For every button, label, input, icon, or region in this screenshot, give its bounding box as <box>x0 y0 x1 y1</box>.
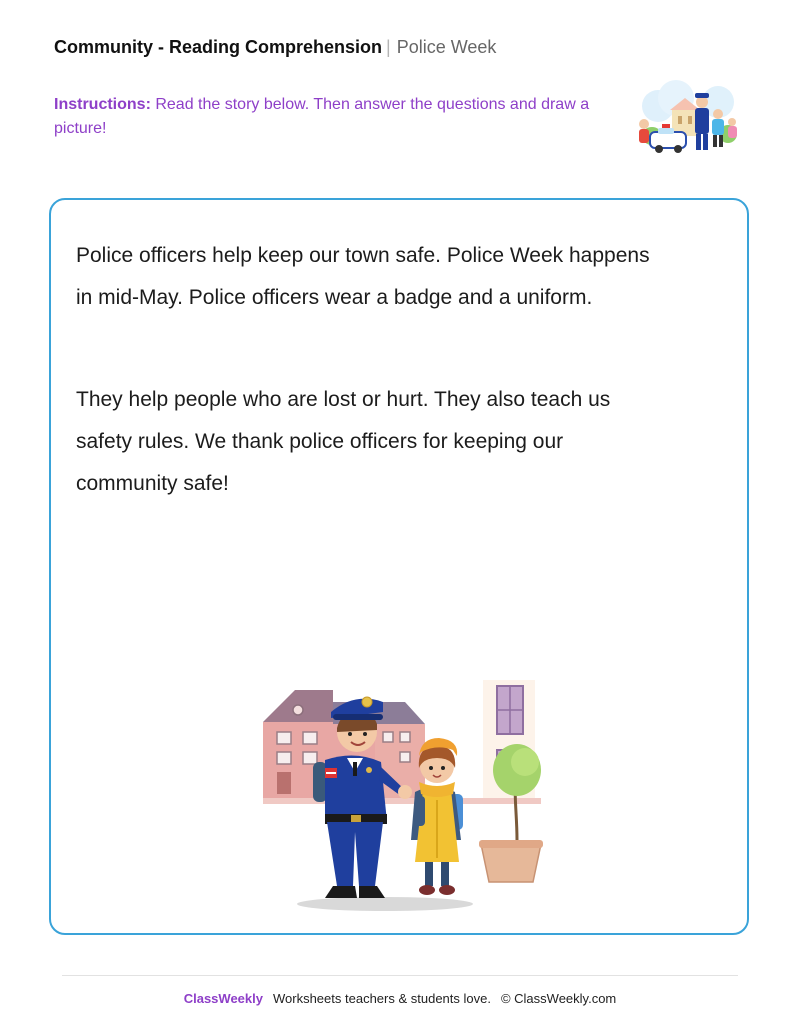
worksheet-subtitle: Police Week <box>396 37 497 57</box>
footer-tagline: Worksheets teachers & students love. <box>272 991 491 1006</box>
footer-divider <box>62 975 738 976</box>
footer-copyright: © ClassWeekly.com <box>500 991 617 1006</box>
police-community-scene-icon <box>632 76 744 170</box>
sidewalk-ledge <box>263 798 541 804</box>
police-officer-with-child-illustration <box>255 672 555 917</box>
story-paragraph-2: They help people who are lost or hurt. They also teach us safety rules. We thank police officers for keeping our community safe! <box>76 388 611 495</box>
title-separator: | <box>386 37 391 57</box>
story-paragraph-1: Police officers help keep our town safe. Police Week happens in mid-May. Police officers wear a badge and a uniform. <box>76 244 650 309</box>
footer-brand: ClassWeekly <box>183 991 263 1006</box>
instructions <box>54 93 614 141</box>
ground-shadow <box>297 897 473 911</box>
footer <box>0 991 800 1006</box>
instructions-text: Read the story below. Then answer the questions and draw a picture! <box>54 96 590 137</box>
worksheet-title: Community - Reading Comprehension <box>54 37 383 57</box>
instructions-label: Instructions: <box>54 96 151 113</box>
page-title <box>54 37 496 58</box>
